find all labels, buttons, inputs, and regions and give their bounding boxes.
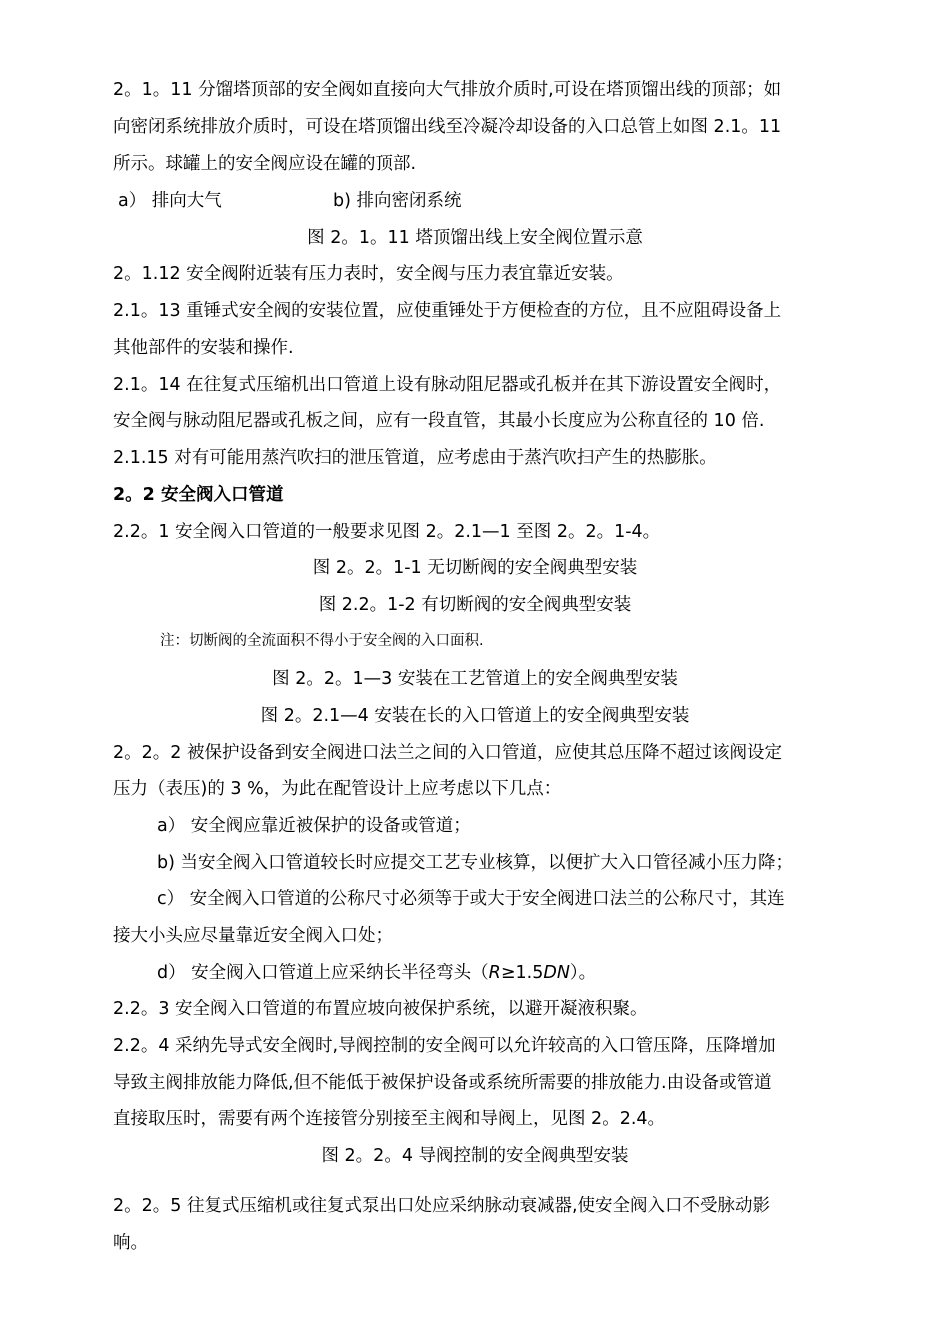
para-2-2-5-line-1: 2。2。5 往复式压缩机或往复式泵出口处应采纳脉动衰减器,使安全阀入口不受脉动影 [113,1196,771,1216]
figure-caption-2-1-11: 图 2。1。11 塔顶馏出线上安全阀位置示意 [307,228,643,248]
note-shutoff-valve: 注：切断阀的全流面积不得小于安全阀的入口面积. [160,633,484,649]
para-2-2-5-line-2: 响。 [113,1233,148,1253]
para-2-1-15: 2.1.15 对有可能用蒸汽吹扫的泄压管道，应考虑由于蒸汽吹扫产生的热膨胀。 [113,448,717,468]
para-2-2-2-item-d [157,961,596,985]
figure-caption-2-2-1-3: 图 2。2。1—3 安装在工艺管道上的安全阀典型安装 [272,669,678,689]
para-2-1-14-line-2: 安全阀与脉动阻尼器或孔板之间，应有一段直管，其最小长度应为公称直径的 10 倍. [113,411,765,431]
para-2-2-2-line-2: 压力（表压)的 3 %，为此在配管设计上应考虑以下几点： [113,779,562,799]
item-d-symbol-dn: DN [543,963,570,983]
para-2-1-11-line-3: 所示。球罐上的安全阀应设在罐的顶部. [113,154,417,174]
para-2-2-2-item-a: a） 安全阀应靠近被保护的设备或管道； [157,816,471,836]
para-2-1-13-line-2: 其他部件的安装和操作. [113,338,294,358]
para-2-1-11-line-1: 2。1。11 分馏塔顶部的安全阀如直接向大气排放介质时,可设在塔顶馏出线的顶部；如 [113,80,782,100]
item-d-end: ）。 [569,963,597,983]
figure-caption-2-2-1-1: 图 2。2。1-1 无切断阀的安全阀典型安装 [312,558,638,578]
para-2-2-2-item-c-line-1: c） 安全阀入口管道的公称尺寸必须等于或大于安全阀进口法兰的公称尺寸，其连 [157,889,785,909]
para-2-2-1: 2.2。1 安全阀入口管道的一般要求见图 2。2.1—1 至图 2。2。1-4。 [113,522,661,542]
item-d-text: d） 安全阀入口管道上应采纳长半径弯头（ [157,963,489,983]
item-d-ratio: ≥1.5 [500,963,544,983]
para-2-2-2-line-1: 2。2。2 被保护设备到安全阀进口法兰之间的入口管道，应使其总压降不超过该阀设定 [113,743,782,763]
option-b-closed-system: b) 排向密闭系统 [333,191,462,211]
para-2-2-4-line-1: 2.2。4 采纳先导式安全阀时,导阀控制的安全阀可以允许较高的入口管压降，压降增加 [113,1036,776,1056]
para-2-1-11-line-2: 向密闭系统排放介质时，可设在塔顶馏出线至冷凝冷却设备的入口总管上如图 2.1。11 [113,117,782,137]
figure-caption-2-2-4: 图 2。2。4 导阀控制的安全阀典型安装 [321,1146,629,1166]
section-heading-2-2: 2。2 安全阀入口管道 [113,485,284,505]
para-2-2-2-item-c-line-2: 接大小头应尽量靠近安全阀入口处； [113,926,393,946]
para-2-2-4-line-3: 直接取压时，需要有两个连接管分别接至主阀和导阀上，见图 2。2.4。 [113,1109,666,1129]
item-d-symbol-r: R [488,963,501,983]
para-2-2-3: 2.2。3 安全阀入口管道的布置应坡向被保护系统，以避开凝液积聚。 [113,999,648,1019]
figure-caption-2-2-1-4: 图 2。2.1—4 安装在长的入口管道上的安全阀典型安装 [260,706,690,726]
para-2-2-4-line-2: 导致主阀排放能力降低,但不能低于被保护设备或系统所需要的排放能力.由设备或管道 [113,1073,772,1093]
para-2-1-13-line-1: 2.1。13 重锤式安全阀的安装位置，应使重锤处于方便检查的方位，且不应阻碍设备上 [113,301,782,321]
para-2-1-14-line-1: 2.1。14 在往复式压缩机出口管道上设有脉动阻尼器或孔板并在其下游设置安全阀时， [113,375,782,395]
option-a-atmosphere: a） 排向大气 [118,191,222,211]
figure-caption-2-2-1-2: 图 2.2。1-2 有切断阀的安全阀典型安装 [318,595,632,615]
para-2-2-2-item-b: b) 当安全阀入口管道较长时应提交工艺专业核算，以便扩大入口管径减小压力降； [157,853,793,873]
para-2-1-12: 2。1.12 安全阀附近装有压力表时，安全阀与压力表宜靠近安装。 [113,264,624,284]
